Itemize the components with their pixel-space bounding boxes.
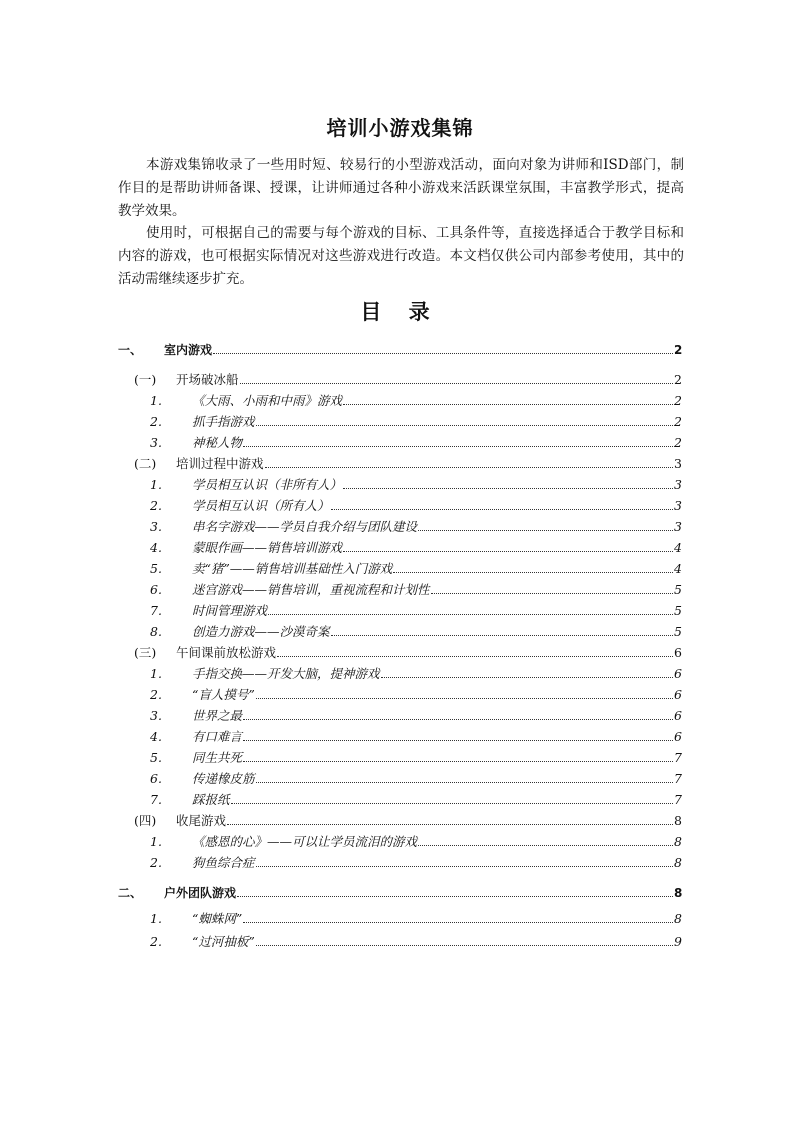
toc-heading: 目 录 — [360, 300, 440, 324]
toc-entry-number: 4. — [150, 729, 162, 744]
toc-entry-number: (一) — [134, 372, 157, 387]
toc-entry-page: 7 — [674, 792, 682, 807]
toc-dot-leader — [343, 539, 673, 552]
toc-entry-page: 3 — [674, 498, 682, 513]
toc-entry-number: 1. — [150, 834, 162, 849]
toc-dot-leader — [256, 413, 673, 426]
toc-entry[interactable] — [134, 812, 682, 830]
toc-entry-page: 7 — [674, 750, 682, 765]
toc-entry[interactable] — [150, 539, 682, 557]
toc-entry-page: 2 — [674, 393, 682, 408]
document-title: 培训小游戏集锦 — [326, 116, 474, 140]
toc-dot-leader — [418, 518, 673, 531]
toc-dot-leader — [331, 623, 673, 636]
toc-entry-page: 6 — [674, 645, 682, 660]
toc-entry-number: 2. — [150, 934, 162, 949]
toc-entry[interactable] — [150, 833, 682, 851]
toc-entry-page: 5 — [674, 624, 682, 639]
toc-entry-label: 狗鱼综合症 — [192, 855, 255, 870]
toc-entry-number: 2. — [150, 855, 162, 870]
toc-entry-label: 午间课前放松游戏 — [176, 645, 277, 660]
toc-entry-label: 培训过程中游戏 — [176, 456, 264, 471]
toc-dot-leader — [381, 665, 673, 678]
toc-entry-page: 8 — [674, 855, 682, 870]
toc-entry-label: “盲人摸号” — [192, 687, 255, 702]
toc-entry[interactable] — [150, 749, 682, 767]
toc-entry[interactable] — [150, 476, 682, 494]
toc-entry-label: 神秘人物 — [192, 435, 243, 450]
toc-entry-number: 6. — [150, 771, 162, 786]
toc-dot-leader — [265, 455, 673, 468]
toc-entry-label: 《感恩的心》——可以让学员流泪的游戏 — [192, 834, 418, 849]
toc-dot-leader — [243, 749, 673, 762]
toc-entry[interactable] — [150, 560, 682, 578]
toc-entry-page: 2 — [674, 435, 682, 450]
toc-entry-page: 3 — [674, 477, 682, 492]
toc-entry[interactable] — [150, 933, 682, 951]
toc-entry[interactable] — [150, 434, 682, 452]
toc-dot-leader — [243, 910, 673, 923]
toc-entry-number: 4. — [150, 540, 162, 555]
toc-entry-label: 创造力游戏——沙漠奇案 — [192, 624, 330, 639]
toc-dot-leader — [213, 341, 673, 354]
toc-entry-label: 卖“猪”——销售培训基础性入门游戏 — [192, 561, 393, 576]
toc-entry-number: 3. — [150, 708, 162, 723]
toc-dot-leader — [256, 854, 673, 867]
intro-paragraph-2: 使用时，可根据自己的需要与每个游戏的目标、工具条件等，直接选择适合于教学目标和内容的游戏，也可根据实际情况对这些游戏进行改造。本文档仅供公司内部参考使用，其中的活动需继续逐步扩充。 — [118, 225, 684, 287]
toc-entry-label: 抓手指游戏 — [192, 414, 255, 429]
toc-entry[interactable] — [118, 341, 682, 359]
toc-entry-label: 手指交换——开发大脑，提神游戏 — [192, 666, 380, 681]
toc-entry-label: 踩报纸 — [192, 792, 230, 807]
toc-dot-leader — [268, 602, 673, 615]
toc-entry[interactable] — [150, 770, 682, 788]
toc-dot-leader — [243, 728, 673, 741]
toc-dot-leader — [237, 884, 673, 897]
toc-dot-leader — [243, 434, 673, 447]
toc-entry[interactable] — [134, 371, 682, 389]
toc-dot-leader — [240, 371, 673, 384]
toc-entry-label: 学员相互认识（非所有人） — [192, 477, 343, 492]
toc-entry-number: 2. — [150, 498, 162, 513]
toc-entry-page: 2 — [674, 372, 682, 387]
toc-dot-leader — [343, 392, 673, 405]
toc-entry-page: 6 — [674, 708, 682, 723]
toc-dot-leader — [256, 933, 673, 946]
toc-entry[interactable] — [150, 728, 682, 746]
toc-entry[interactable] — [134, 455, 682, 473]
toc-entry[interactable] — [150, 497, 682, 515]
toc-entry[interactable] — [150, 707, 682, 725]
toc-entry-label: 时间管理游戏 — [192, 603, 268, 618]
toc-entry[interactable] — [150, 665, 682, 683]
toc-entry-page: 2 — [674, 414, 682, 429]
toc-entry-label: 蒙眼作画——销售培训游戏 — [192, 540, 343, 555]
toc-entry-label: 开场破冰船 — [176, 372, 239, 387]
toc-entry-number: 8. — [150, 624, 162, 639]
toc-dot-leader — [277, 644, 673, 657]
toc-entry-number: 3. — [150, 435, 162, 450]
toc-entry-number: 2. — [150, 414, 162, 429]
toc-entry-label: 同生共死 — [192, 750, 243, 765]
toc-entry-label: “过河抽板” — [192, 934, 255, 949]
toc-entry-page: 8 — [674, 834, 682, 849]
toc-entry[interactable] — [150, 581, 682, 599]
toc-entry-page: 8 — [674, 911, 682, 926]
toc-dot-leader — [227, 812, 673, 825]
toc-entry[interactable] — [150, 686, 682, 704]
toc-entry[interactable] — [150, 413, 682, 431]
toc-dot-leader — [331, 497, 673, 510]
toc-entry-label: “蜘蛛网” — [192, 911, 243, 926]
toc-entry-number: 2. — [150, 687, 162, 702]
toc-dot-leader — [256, 686, 673, 699]
toc-entry-label: 传递橡皮筋 — [192, 771, 255, 786]
toc-entry[interactable] — [118, 884, 682, 902]
toc-entry-number: (四) — [134, 813, 157, 828]
toc-entry-number: 5. — [150, 561, 162, 576]
toc-entry[interactable] — [150, 518, 682, 536]
toc-entry-page: 4 — [674, 540, 682, 555]
toc-entry-label: 学员相互认识（所有人） — [192, 498, 330, 513]
toc-entry-label: 世界之最 — [192, 708, 243, 723]
toc-entry-label: 串名字游戏——学员自我介绍与团队建设 — [192, 519, 418, 534]
intro-paragraph-1: 本游戏集锦收录了一些用时短、较易行的小型游戏活动，面向对象为讲师和ISD部门，制作目的是帮助讲师备课、授课，让讲师通过各种小游戏来活跃课堂氛围，丰富教学形式，提高教学效果。 — [118, 157, 684, 219]
toc-entry-page: 3 — [674, 519, 682, 534]
toc-entry[interactable] — [150, 623, 682, 641]
toc-entry-number: 7. — [150, 792, 162, 807]
toc-entry[interactable] — [134, 644, 682, 662]
toc-entry-number: 1. — [150, 393, 162, 408]
toc-entry-page: 8 — [674, 813, 682, 828]
toc-entry-page: 5 — [674, 582, 682, 597]
toc-entry-label: 迷宫游戏——销售培训，重视流程和计划性 — [192, 582, 430, 597]
toc-dot-leader — [431, 581, 673, 594]
toc-dot-leader — [243, 707, 673, 720]
toc-entry-label: 有口难言 — [192, 729, 243, 744]
toc-entry-number: (三) — [134, 645, 157, 660]
toc-entry-page: 8 — [674, 886, 683, 900]
toc-entry-label: 收尾游戏 — [176, 813, 227, 828]
toc-entry[interactable] — [150, 602, 682, 620]
toc-entry-page: 9 — [674, 934, 682, 949]
toc-dot-leader — [343, 476, 673, 489]
toc-entry-number: 1. — [150, 477, 162, 492]
toc-entry-number: 3. — [150, 519, 162, 534]
toc-entry[interactable] — [150, 910, 682, 928]
toc-entry[interactable] — [150, 791, 682, 809]
toc-entry-number: 1. — [150, 666, 162, 681]
toc-dot-leader — [393, 560, 673, 573]
toc-entry-number: 7. — [150, 603, 162, 618]
toc-entry-page: 4 — [674, 561, 682, 576]
toc-dot-leader — [256, 770, 673, 783]
toc-entry[interactable] — [150, 392, 682, 410]
toc-dot-leader — [418, 833, 673, 846]
toc-entry-page: 7 — [674, 771, 682, 786]
toc-entry-number: 1. — [150, 911, 162, 926]
toc-entry-page: 3 — [674, 456, 682, 471]
toc-entry-label: 户外团队游戏 — [164, 886, 237, 900]
toc-entry-number: 5. — [150, 750, 162, 765]
toc-entry-number: 6. — [150, 582, 162, 597]
toc-entry-label: 《大雨、小雨和中雨》游戏 — [192, 393, 343, 408]
toc-entry-page: 2 — [674, 343, 683, 357]
toc-entry-page: 5 — [674, 603, 682, 618]
toc-entry-number: 一、 — [118, 343, 143, 357]
toc-entry-number: 二、 — [118, 886, 143, 900]
toc-entry[interactable] — [150, 854, 682, 872]
toc-dot-leader — [231, 791, 673, 804]
toc-entry-number: (二) — [134, 456, 157, 471]
toc-entry-page: 6 — [674, 666, 682, 681]
toc-entry-page: 6 — [674, 687, 682, 702]
toc-entry-page: 6 — [674, 729, 682, 744]
toc-entry-label: 室内游戏 — [164, 343, 213, 357]
